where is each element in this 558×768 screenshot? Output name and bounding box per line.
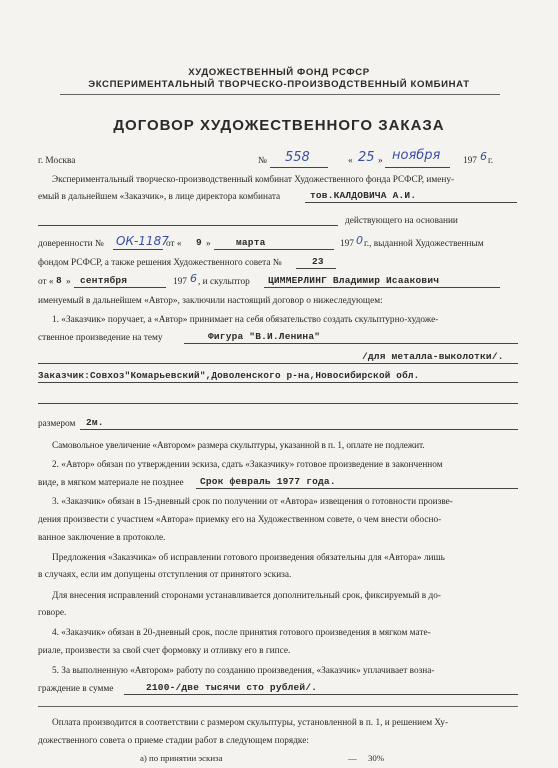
p1-line4-e: г., выданной Художественным — [364, 239, 484, 249]
council-month-underline — [74, 287, 166, 288]
sculpture-size: 2м. — [86, 417, 104, 428]
payment-item-sketch: а) по принятии эскиза — [140, 753, 223, 763]
council-day: 8 — [56, 275, 62, 286]
director-underline — [305, 202, 517, 203]
item2-line1: 2. «Автор» обязан по утверждении эскиза, сдать «Заказчику» готовое произведение в законченном — [52, 460, 443, 470]
theme-note-underline — [38, 363, 518, 364]
sculptor-underline — [264, 287, 500, 288]
customer-underline — [38, 382, 518, 383]
blank-line-2 — [38, 403, 518, 404]
item3-line1: 3. «Заказчик» обязан в 15-дневный срок по получении от «Автора» извещения о готовности произве- — [52, 497, 453, 507]
contract-month: ноября — [392, 148, 441, 163]
proxy-year: 0 — [356, 234, 363, 247]
fee-amount: 2100-/две тысячи сто рублей/. — [146, 682, 318, 693]
council-no-underline — [296, 268, 336, 269]
item3-line3: ванное заключение в протоколе. — [38, 533, 166, 543]
item2-line2: виде, в мягком материале не позднее — [38, 478, 184, 488]
p1-line4-c: » — [206, 239, 211, 249]
p1-line6-b: » — [66, 277, 71, 287]
item3-fix-line2: говоре. — [38, 608, 67, 618]
customer-line: Заказчик:Совхоз"Комарьевский",Доволенского р-на,Новосибирской обл. — [38, 370, 420, 381]
city: г. Москва — [38, 156, 76, 166]
p1-line6-a: от « — [38, 277, 54, 287]
p1-line5: фондом РСФСР, а также решения Художественного совета № — [38, 258, 282, 268]
item3-line2: дения произвести с участием «Автора» приемку его на Художественном совете, о чем внести обосно- — [38, 515, 442, 525]
council-year: 6 — [190, 272, 197, 285]
director-name: тов.КАЛДОВИЧА А.И. — [310, 190, 417, 201]
p1-line6-d: , и скульптор — [198, 277, 250, 287]
year-suffix: г. — [488, 156, 494, 166]
document-title: ДОГОВОР ХУДОЖЕСТВЕННОГО ЗАКАЗА — [113, 117, 445, 134]
theme-note: /для металла-выколотки/. — [362, 351, 504, 362]
year-digit: 6 — [480, 150, 487, 163]
p1-line3: действующего на основании — [345, 216, 458, 226]
sculptor-name: ЦИММЕРЛИНГ Владимир Исаакович — [268, 275, 440, 286]
p1-line7: именуемый в дальнейшем «Автор», заключили настоящий договор о нижеследующем: — [38, 296, 383, 306]
item3-extra-line1: Предложения «Заказчика» об исправлении готового произведения обязательны для «Автора» лишь — [52, 553, 445, 563]
blank-underline — [38, 225, 338, 226]
header-divider — [60, 94, 500, 95]
item5-line2: граждение в сумме — [38, 684, 114, 694]
item5-line1: 5. За выполненную «Автором» работу по созданию произведения, «Заказчик» уплачивает возна- — [52, 666, 435, 676]
org-name-line1: ХУДОЖЕСТВЕННЫЙ ФОНД РСФСР — [188, 67, 370, 78]
p1-line6-c: 197 — [173, 277, 187, 287]
council-number: 23 — [312, 256, 324, 267]
proxy-number: ОК-1187 — [116, 234, 169, 248]
proxy-month: марта — [236, 237, 266, 248]
date-quote-open: « — [348, 156, 353, 166]
year-prefix: 197 — [463, 156, 477, 166]
fee-underline — [124, 694, 518, 695]
proxy-day: 9 — [196, 237, 202, 248]
proxy-month-underline — [214, 249, 334, 250]
p1-line1: Экспериментальный творческо-производственный комбинат Художественного фонда РСФСР, имену- — [52, 175, 455, 185]
item3-extra-line2: в случаях, если им допущены отступления от принятого эскиза. — [38, 570, 292, 580]
p1-line4-b: от « — [166, 239, 182, 249]
item1-line1: 1. «Заказчик» поручает, а «Автор» принимает на себя обязательство создать скульптурно-художе- — [52, 315, 439, 325]
payment-line2: дожественного совета о приеме стадии работ в следующем порядке: — [38, 736, 309, 746]
p1-line4-d: 197 — [340, 239, 354, 249]
deadline: Срок февраль 1977 года. — [200, 476, 336, 487]
size-label: размером — [38, 419, 76, 429]
size-underline — [80, 429, 518, 430]
proxy-no-underline — [113, 249, 163, 250]
item3-fix-line1: Для внесения исправлений сторонами устанавливается дополнительный срок, фиксируемый в до- — [52, 591, 441, 601]
item4-line2: риале, произвести за свой счет формовку и отливку его в гипсе. — [38, 646, 291, 656]
payment-item-sketch-pct: 30% — [368, 753, 385, 763]
p1-line2: емый в дальнейшем «Заказчик», в лице директора комбината — [38, 192, 281, 202]
p1-line4-a: доверенности № — [38, 239, 104, 249]
item1-line2: ственное произведение на тему — [38, 333, 163, 343]
org-name-line2: ЭКСПЕРИМЕНТАЛЬНЫЙ ТВОРЧЕСКО-ПРОИЗВОДСТВЕННЫЙ КОМБИНАТ — [88, 79, 470, 90]
number-underline — [270, 167, 328, 168]
item4-line1: 4. «Заказчик» обязан в 20-дневный срок, после принятия готового произведения в мягком мате- — [52, 628, 431, 638]
payment-item-sketch-dash: — — [348, 753, 357, 763]
number-label: № — [258, 156, 267, 166]
artwork-theme: Фигура "В.И.Ленина" — [208, 331, 321, 342]
contract-number: 558 — [285, 150, 310, 165]
date-quote-close: » — [378, 156, 383, 166]
theme-underline — [184, 343, 518, 344]
contract-day: 25 — [358, 150, 375, 165]
section-divider — [38, 706, 518, 707]
payment-line1: Оплата производится в соответствии с размером скульптуры, установленной в п. 1, и решением Ху- — [52, 718, 449, 728]
deadline-underline — [196, 488, 518, 489]
council-month: сентября — [80, 275, 128, 286]
item1-note: Самовольное увеличение «Автором» размера скульптуры, указанной в п. 1, оплате не подлежит. — [52, 441, 425, 451]
month-underline — [385, 167, 450, 168]
